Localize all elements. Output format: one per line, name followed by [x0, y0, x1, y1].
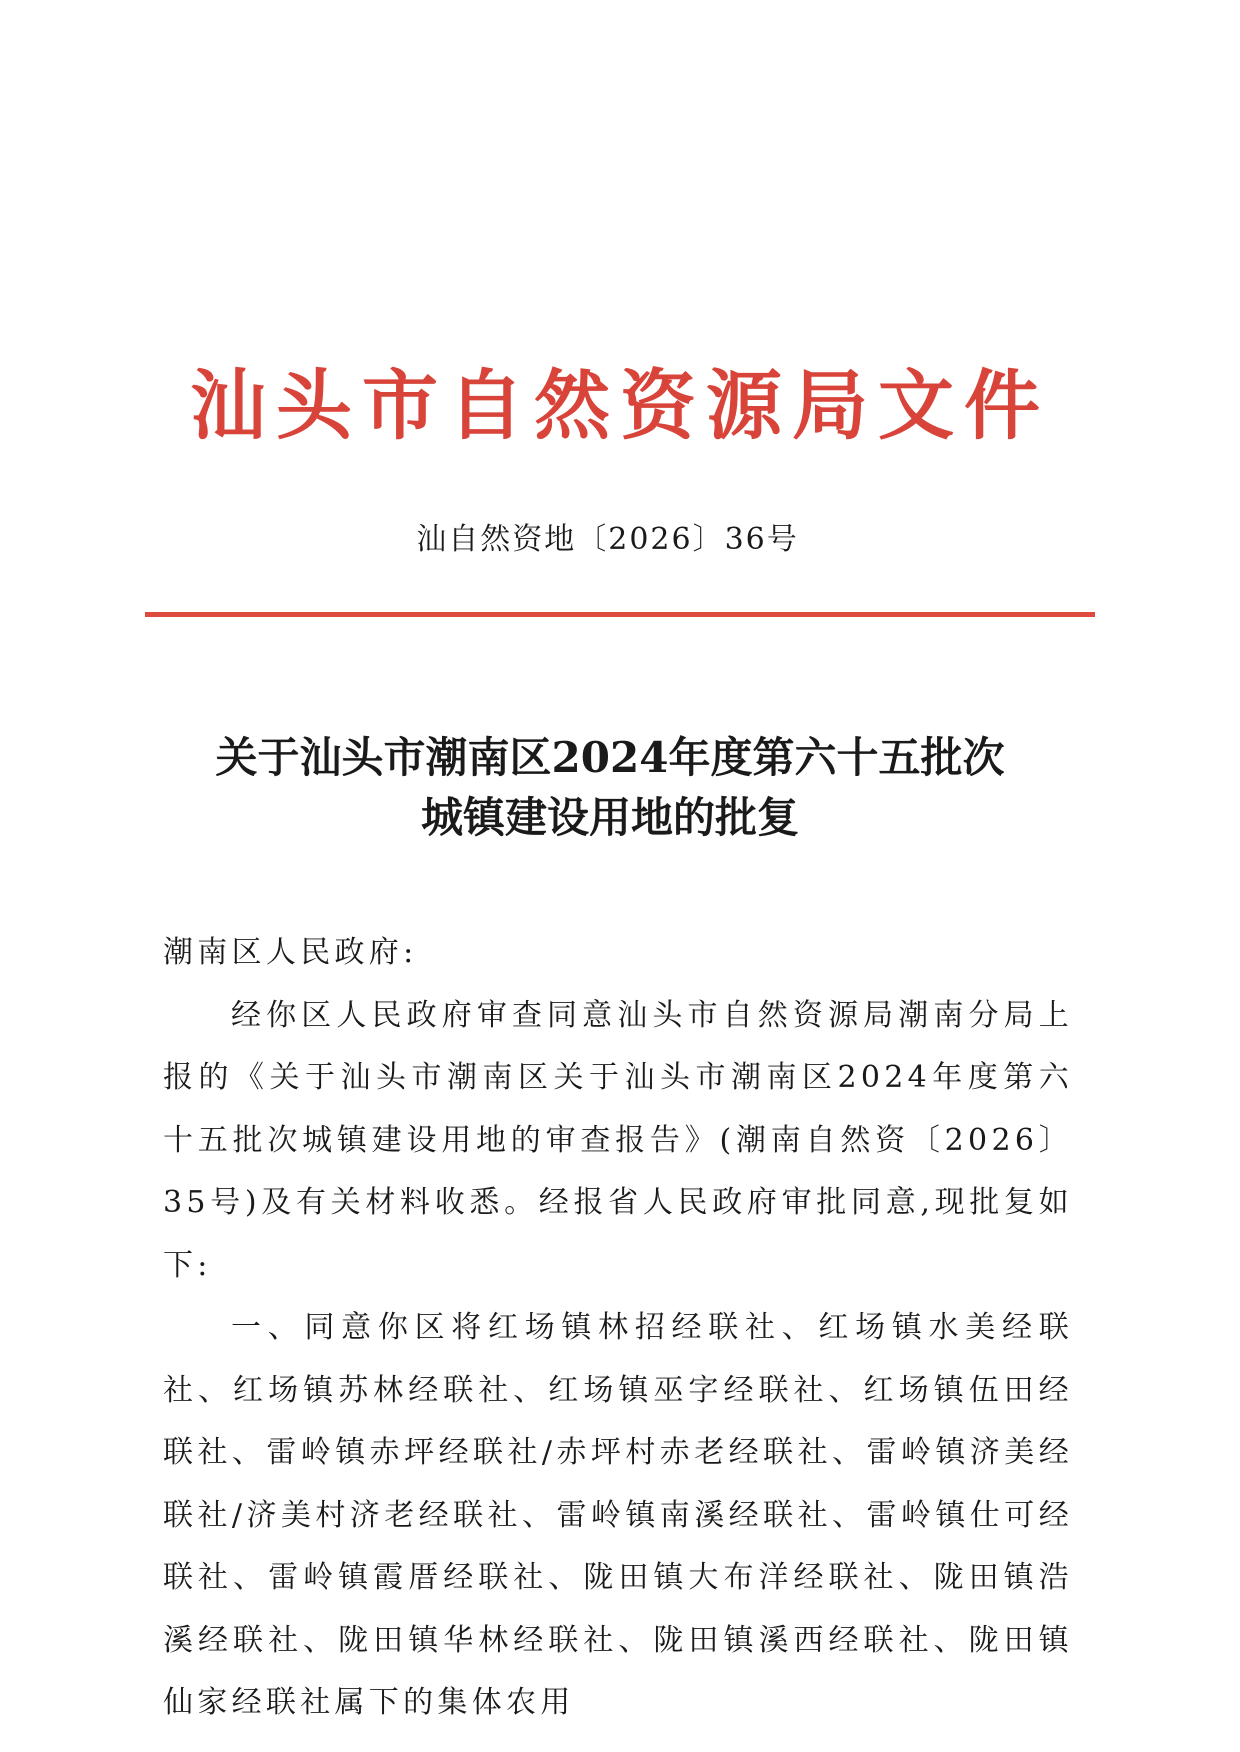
document-title-line-2: 城镇建设用地的批复 — [420, 793, 799, 842]
document-title-line-1: 关于汕头市潮南区2024年度第六十五批次 — [215, 733, 1005, 782]
body-paragraph-1: 经你区人民政府审查同意汕头市自然资源局潮南分局上报的《关于汕头市潮南区关于汕头市潮南区2024年度第六十五批次城镇建设用地的审查报告》(潮南自然资〔2026〕35号)及有关材料收悉。经报省人民政府审批同意,现批复如下: — [163, 997, 1073, 1283]
agency-header-title: 汕头市自然资源局文件 — [190, 361, 1050, 450]
body-paragraph-2: 一、同意你区将红场镇林招经联社、红场镇水美经联社、红场镇苏林经联社、红场镇巫字经联社、红场镇伍田经联社、雷岭镇赤坪经联社/赤坪村赤老经联社、雷岭镇济美经联社/济美村济老经联社、雷岭镇南溪经联社、雷岭镇仕可经联社、雷岭镇霞厝经联社、陇田镇大布洋经联社、陇田镇浩溪经联社、陇田镇华林经联社、陇田镇溪西经联社、陇田镇仙家经联社属下的集体农用 — [163, 1310, 1073, 1720]
document-number: 汕自然资地〔2026〕36号 — [416, 522, 799, 557]
document-title — [130, 728, 1090, 848]
document-body — [163, 922, 1073, 1735]
salutation: 潮南区人民政府: — [163, 935, 418, 970]
header-divider — [145, 612, 1095, 617]
